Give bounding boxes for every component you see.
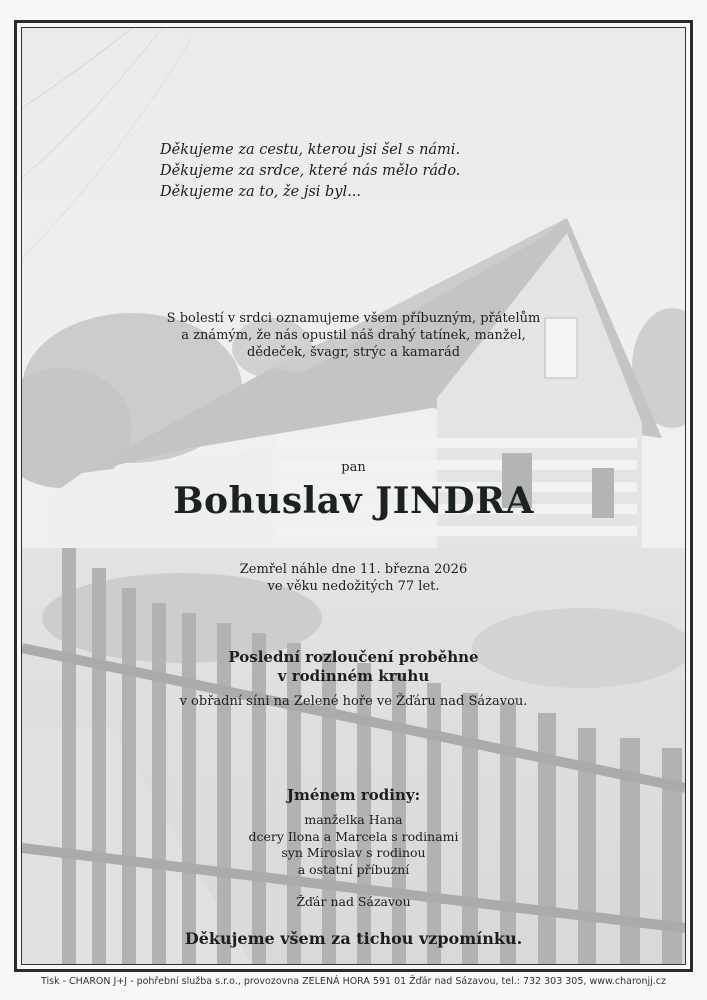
death-age-line: ve věku nedožitých 77 let. (267, 579, 440, 594)
family-member: dcery Ilona a Marcela s rodinami (248, 828, 459, 844)
death-info (0, 561, 707, 595)
death-date-line: Zemřel náhle dne 11. března 2026 (239, 562, 468, 577)
motto-line: Děkujeme za to, že jsi byl... (160, 184, 361, 200)
family-member: syn Miroslav s rodinou (281, 845, 426, 860)
farewell-title-line: Poslední rozloučení proběhne (228, 648, 479, 666)
farewell-title (0, 648, 707, 686)
motto-verse (160, 140, 520, 203)
family-member: manželka Hana (304, 812, 403, 827)
thanks-line: Děkujeme všem za tichou vzpomínku. (184, 929, 523, 948)
honorific: pan (341, 460, 366, 475)
announcement-line: dědeček, švagr, strýc a kamarád (246, 345, 461, 360)
announcement-line: S bolestí v srdci oznamujeme všem příbuzným, přátelům (166, 311, 541, 326)
family-members (0, 812, 707, 878)
deceased-name: Bohuslav JINDRA (173, 480, 534, 522)
announcement-line: a známým, že nás opustil náš drahý tatínek, manžel, (181, 328, 526, 343)
city: Žďár nad Sázavou (296, 894, 411, 909)
motto-line: Děkujeme za srdce, které nás mělo rádo. (160, 163, 461, 179)
farewell-place: v obřadní síni na Zelené hoře ve Žďáru nad Sázavou. (179, 694, 528, 709)
family-title: Jménem rodiny: (286, 786, 421, 804)
printer-footer: Tisk - CHARON J+J - pohřební služba s.r.o., provozovna ZELENÁ HORA 591 01 Žďár nad Sázavou, tel.: 732 303 305, www.charonjj.cz (40, 976, 666, 987)
announcement (0, 310, 707, 361)
family-member: a ostatní příbuzní (297, 861, 410, 877)
farewell-title-line: v rodinném kruhu (277, 667, 430, 685)
motto-line: Děkujeme za cestu, kterou jsi šel s námi. (160, 142, 461, 158)
